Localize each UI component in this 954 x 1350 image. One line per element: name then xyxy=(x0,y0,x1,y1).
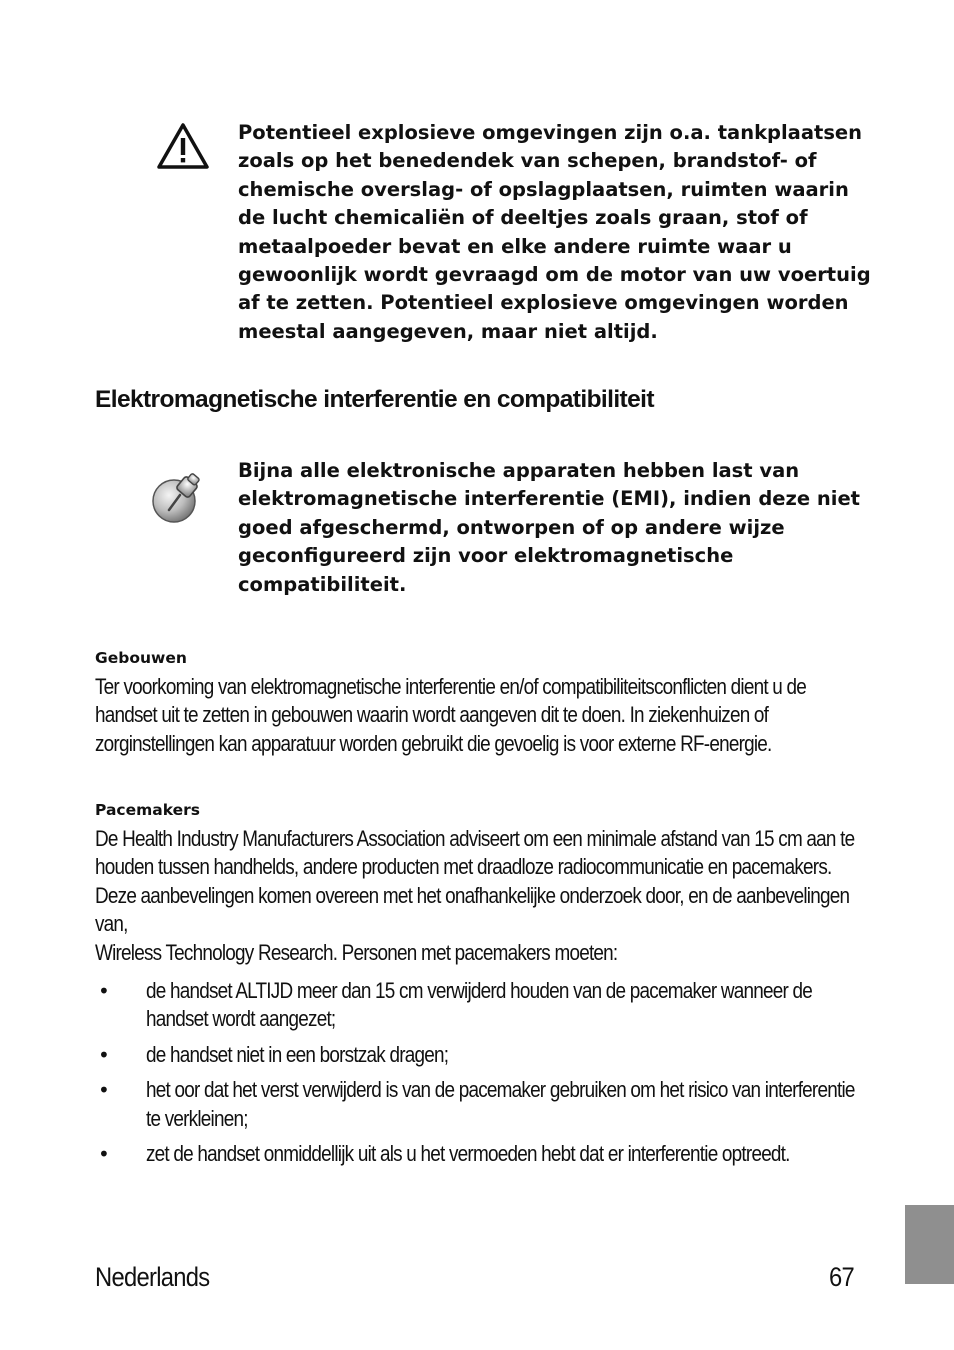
bullet-icon: • xyxy=(98,1042,110,1067)
thumb-index-tab xyxy=(905,1205,954,1284)
list-item-text: het oor dat het verst verwijderd is van de pacemaker gebruiken om het risico van interferentie te verkleinen; xyxy=(146,1077,855,1131)
gebouwen-paragraph: Ter voorkoming van elektromagnetische interferentie en/of compatibiliteitsconflicten dient u de handset uit te zetten in gebouwen waarin wordt aangeven dit te doen. In ziekenhuizen of zorginstellingen kan apparatuur worden gebruikt die gevoelig is voor externe RF-energie. xyxy=(95,674,807,756)
list-item-text: de handset ALTIJD meer dan 15 cm verwijderd houden van de pacemaker wanneer de handset wordt aangezet; xyxy=(146,978,813,1032)
warning-triangle-icon xyxy=(156,122,210,170)
bullet-icon: • xyxy=(98,979,110,1003)
gebouwen-heading: Gebouwen xyxy=(95,649,187,667)
footer-language: Nederlands xyxy=(95,1262,210,1292)
bullet-icon: • xyxy=(98,1142,110,1167)
list-item-text: de handset niet in een borstzak dragen; xyxy=(146,1041,449,1067)
list-item-text: zet de handset onmiddellijk uit als u het vermoeden hebt dat er interferentie optreedt. xyxy=(146,1141,790,1167)
pacemakers-paragraph xyxy=(95,825,860,967)
page-number: 67 xyxy=(829,1262,855,1292)
warning-text: Potentieel explosieve omgevingen zijn o.a. tankplaatsen zoals op het benedendek van schepen, brandstof- of chemische overslag- of opslagplaatsen, ruimten waarin de lucht chemicaliën of deeltjes zoals graan, stof of metaalpoeder bevat en elke andere ruimte waar u gewoonlijk wordt gevraagd om de motor van uw voertuig af te zetten. Potentieel explosieve omgevingen worden meestal aangegeven, maar niet altijd. xyxy=(238,121,871,343)
pushpin-note-icon xyxy=(149,470,207,524)
pacemakers-heading: Pacemakers xyxy=(95,801,200,819)
list-item xyxy=(95,1041,954,1069)
list-item xyxy=(95,1140,954,1168)
section-heading: Elektromagnetische interferentie en compatibiliteit xyxy=(95,386,654,413)
pacemakers-paragraph-part2: Wireless Technology Research. Personen met pacemakers moeten: xyxy=(95,939,618,965)
list-item xyxy=(95,977,954,1034)
pacemaker-advice-list xyxy=(95,977,954,1175)
bullet-icon: • xyxy=(98,1078,110,1103)
pacemakers-paragraph-part1: De Health Industry Manufacturers Association adviseert om een minimale afstand van 15 cm aan te houden tussen handhelds, andere producten met draadloze radiocommunicatie en pacemakers. Deze aanbevelingen komen overeen met het onafhankelijke onderzoek door, en de aanbevelingen van, xyxy=(95,826,855,937)
list-item xyxy=(95,1076,954,1133)
note-text: Bijna alle elektronische apparaten hebben last van elektromagnetische interferentie (EMI), indien deze niet goed afgeschermd, ontworpen of op andere wijze geconfigureerd zijn voor elektromagnetische compatibiliteit. xyxy=(238,459,861,596)
